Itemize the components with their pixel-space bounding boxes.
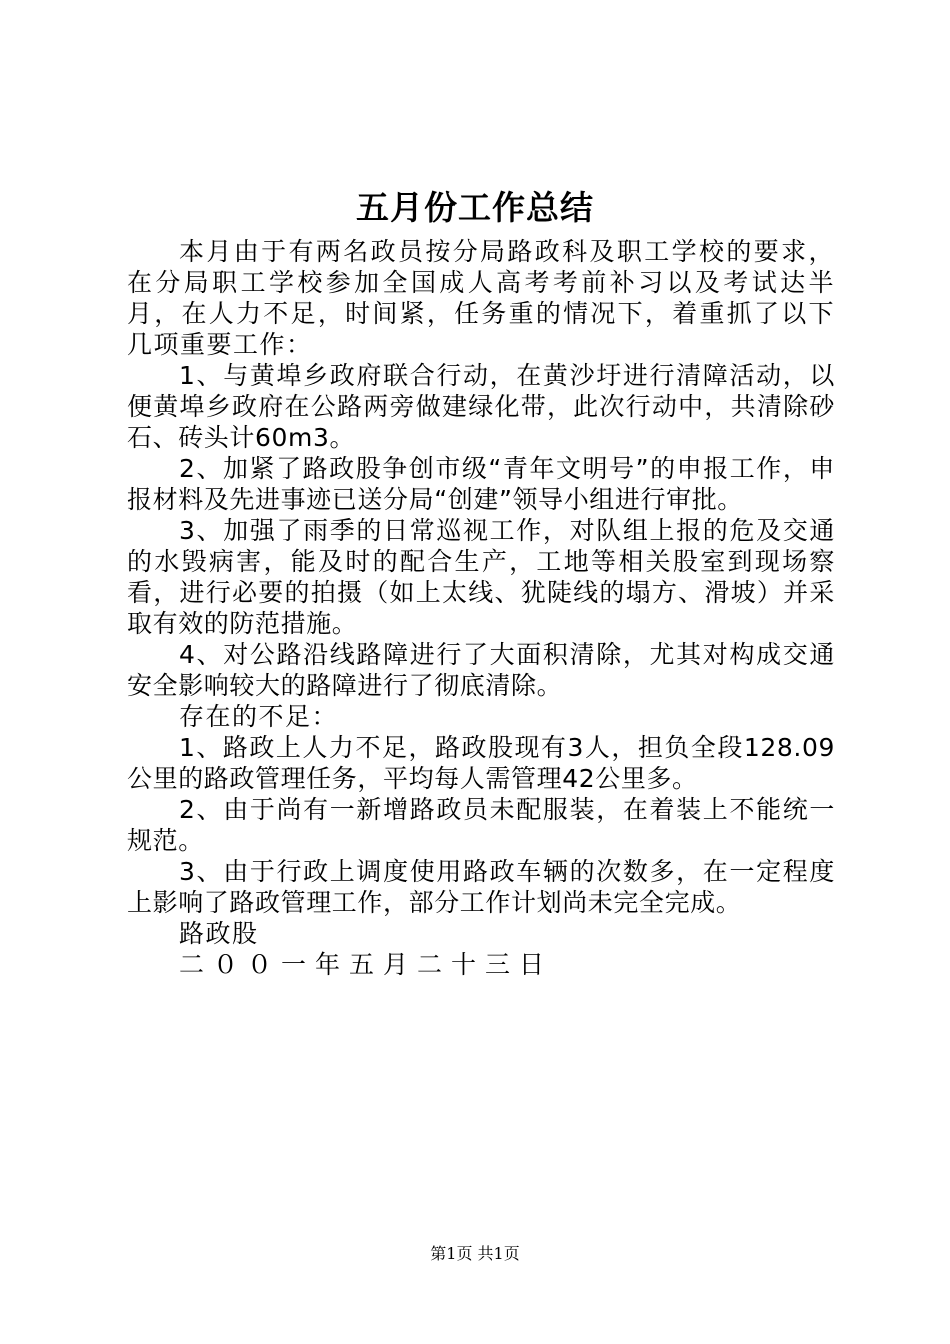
shortcoming-item-2: 2、由于尚有一新增路政员未配服装，在着装上不能统一规范。 xyxy=(127,795,835,855)
document-title: 五月份工作总结 xyxy=(356,188,594,227)
shortcoming-item-1: 1、路政上人力不足，路政股现有3人，担负全段128.09公里的路政管理任务，平均每人需管理42公里多。 xyxy=(127,733,835,793)
work-item-1: 1、与黄埠乡政府联合行动，在黄沙圩进行清障活动，以便黄埠乡政府在公路两旁做建绿化带，此次行动中，共清除砂石、砖头计60m3。 xyxy=(127,361,835,452)
work-item-3: 3、加强了雨季的日常巡视工作，对队组上报的危及交通的水毁病害，能及时的配合生产，工地等相关股室到现场察看，进行必要的拍摄（如上太线、犹陡线的塌方、滑坡）并采取有效的防范措施。 xyxy=(127,516,835,638)
signature-date: 二００一年五月二十三日 xyxy=(179,950,554,979)
signature-department: 路政股 xyxy=(179,919,259,948)
shortcoming-item-3: 3、由于行政上调度使用路政车辆的次数多，在一定程度上影响了路政管理工作，部分工作计划尚未完全完成。 xyxy=(127,857,835,917)
work-item-2: 2、加紧了路政股争创市级“青年文明号”的申报工作，申报材料及先进事迹已送分局“创建”领导小组进行审批。 xyxy=(127,454,835,514)
shortcomings-heading: 存在的不足： xyxy=(179,702,339,731)
page-number-footer: 第1页 共1页 xyxy=(430,1244,520,1263)
intro-paragraph: 本月由于有两名政员按分局路政科及职工学校的要求，在分局职工学校参加全国成人高考考前补习以及考试达半月，在人力不足，时间紧，任务重的情况下，着重抓了以下几项重要工作： xyxy=(127,237,835,359)
work-item-4: 4、对公路沿线路障进行了大面积清除，尤其对构成交通安全影响较大的路障进行了彻底清除。 xyxy=(127,640,835,700)
document-body xyxy=(127,236,835,980)
